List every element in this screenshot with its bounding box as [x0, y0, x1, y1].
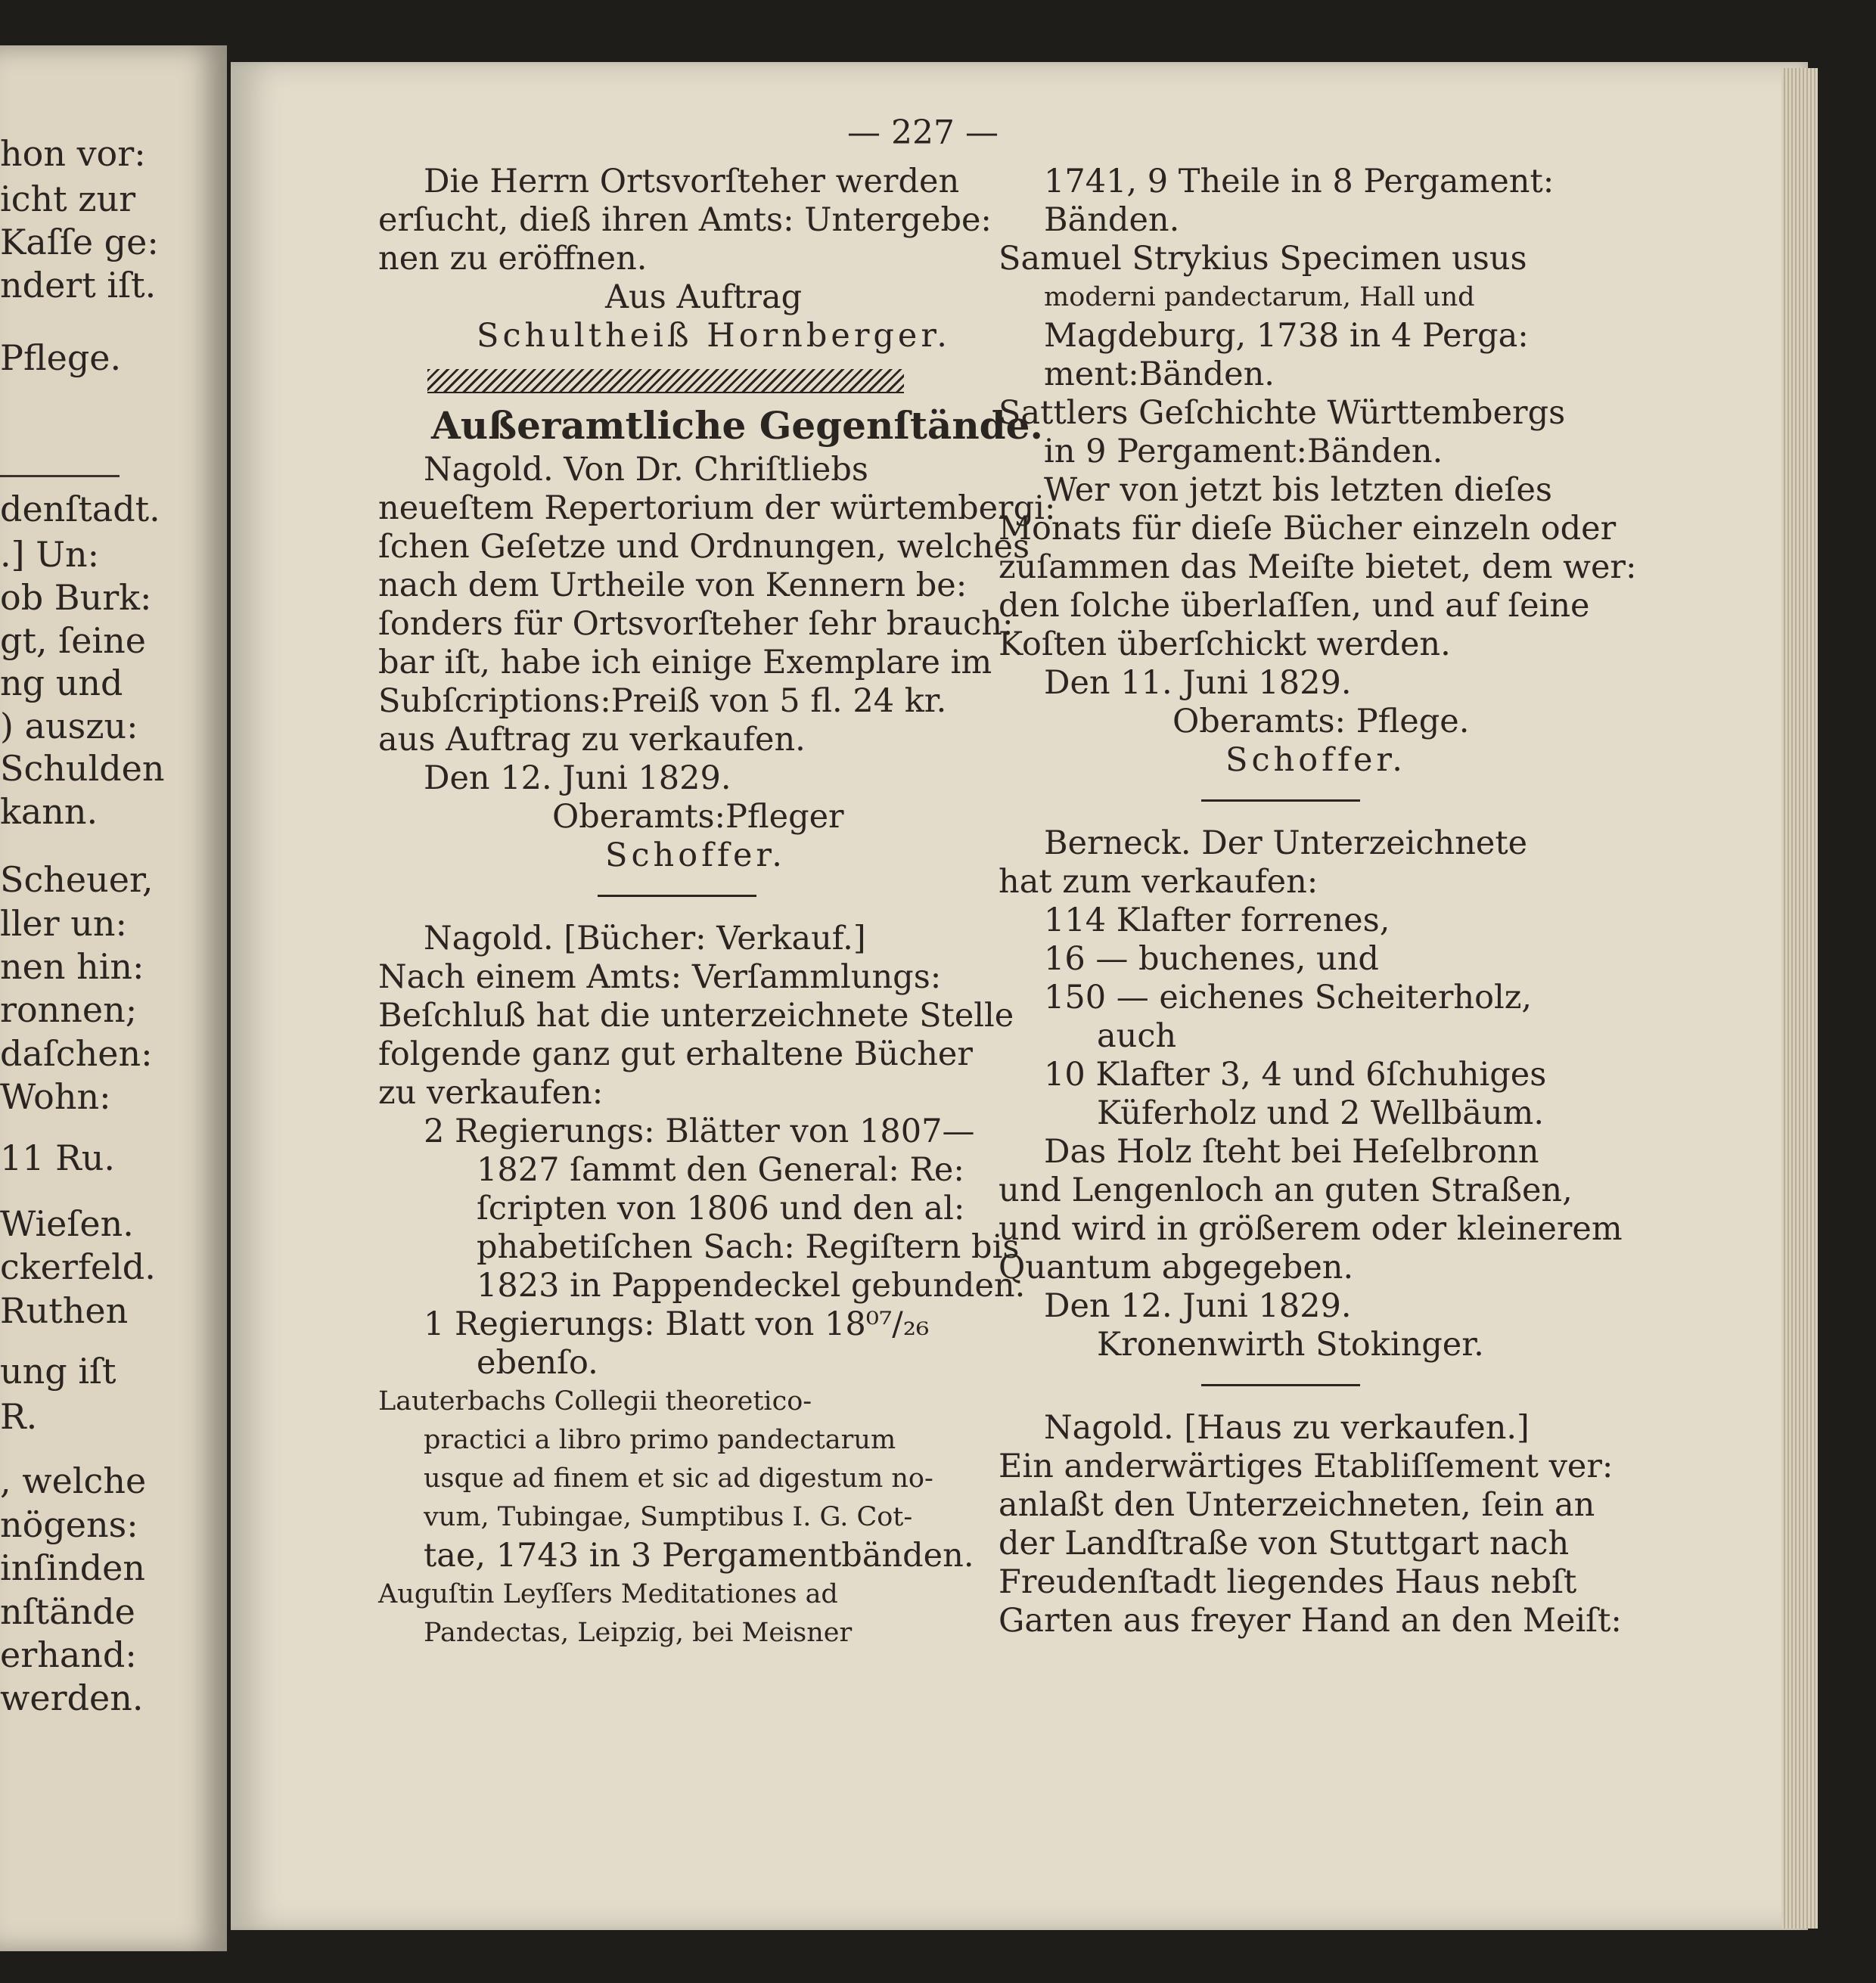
left-line: ndert iſt.: [0, 265, 157, 306]
ad-line: der Landſtraße von Stuttgart nach: [999, 1525, 1570, 1563]
left-line: R.: [0, 1396, 38, 1437]
ad-line: und Lengenloch an guten Straßen,: [999, 1171, 1573, 1209]
ad-date: Den 11. Juni 1829.: [1044, 664, 1352, 702]
book-entry: 1741, 9 Theile in 8 Pergament:: [1044, 163, 1555, 200]
left-column: [378, 163, 1056, 1652]
ad-line: den ſolche überlaſſen, und auf ſeine: [999, 587, 1590, 625]
ad-line: bar iſt, habe ich einige Exemplare im: [378, 644, 992, 681]
ad-line: ſonders für Ortsvorſteher ſehr brauch:: [378, 605, 1014, 643]
ad-line: Nagold. Von Dr. Chriſtliebs: [424, 451, 868, 489]
book-entry: moderni pandectarum, Hall und: [1044, 282, 1475, 312]
ad-line: nach dem Urtheile von Kennern be:: [378, 566, 968, 604]
left-line: Pflege.: [0, 337, 122, 378]
book-entry: vum, Tubingae, Sumptibus I. G. Cot-: [424, 1502, 913, 1532]
book-entry: in 9 Pergament:Bänden.: [1044, 433, 1443, 470]
left-line: ller un:: [0, 903, 128, 944]
list-item: Küferholz und 2 Wellbäum.: [1097, 1094, 1544, 1132]
left-line: ng und: [0, 663, 123, 703]
book-entry: ment:Bänden.: [1044, 355, 1275, 393]
ad-line: Nach einem Amts: Verſammlungs:: [378, 958, 942, 996]
ad-line: ſchen Geſetze und Ordnungen, welches: [378, 528, 1030, 566]
notice-line: erſucht, dieß ihren Amts: Untergebe:: [378, 201, 992, 239]
signature-line: Schoffer.: [605, 836, 786, 874]
left-line: nögens:: [0, 1504, 138, 1545]
separator-rule: [1201, 1384, 1360, 1386]
left-line: ob Burk:: [0, 577, 152, 618]
list-item: 114 Klafter forrenes,: [1044, 902, 1390, 939]
signature-line: Oberamts:Pfleger: [552, 798, 844, 836]
list-item: 16 — buchenes, und: [1044, 940, 1379, 978]
list-item: 2 Regierungs: Blätter von 1807—: [424, 1113, 975, 1150]
ad-line: Koſten überſchickt werden.: [999, 625, 1451, 663]
left-line: ckerfeld.: [0, 1246, 156, 1287]
left-line: werden.: [0, 1677, 144, 1718]
left-line: Kaſſe ge:: [0, 222, 159, 262]
list-item: 150 — eichenes Scheiterholz,: [1044, 979, 1533, 1016]
ad-line: anlaßt den Unterzeichneten, ſein an: [999, 1486, 1595, 1524]
list-item: 1827 ſammt den General: Re:: [477, 1151, 964, 1189]
ad-line: folgende ganz gut erhaltene Bücher: [378, 1035, 973, 1073]
ad-line: und wird in größerem oder kleinerem: [999, 1210, 1623, 1248]
ad-line: Das Holz ſteht bei Heſelbronn: [1044, 1133, 1539, 1171]
left-line: denſtadt.: [0, 489, 160, 529]
left-line: 11 Ru.: [0, 1137, 116, 1178]
wavy-divider: [427, 369, 904, 393]
ad-line: Subſcriptions:Preiß von 5 fl. 24 kr.: [378, 682, 947, 720]
left-line: Wieſen.: [0, 1203, 134, 1244]
right-column: [999, 163, 1637, 1640]
left-line: icht zur: [0, 178, 136, 219]
ad-date: Den 12. Juni 1829.: [424, 759, 731, 797]
left-rule: [0, 475, 120, 477]
ad-line: zu verkaufen:: [378, 1074, 604, 1112]
signature-line: Schoffer.: [1225, 741, 1406, 779]
left-line: Scheuer,: [0, 859, 154, 900]
left-line: erhand:: [0, 1634, 137, 1675]
book-entry: Bänden.: [1044, 201, 1180, 239]
left-line: Ruthen: [0, 1290, 129, 1331]
ad-line: Freudenſtadt liegendes Haus nebſt: [999, 1563, 1577, 1601]
notice-line: nen zu eröffnen.: [378, 240, 648, 278]
page-number: — 227 —: [847, 113, 999, 152]
ad-line: Ein anderwärtiges Etabliſſement ver:: [999, 1448, 1614, 1485]
left-page-fragment: [0, 45, 227, 1951]
left-line: gt, ſeine: [0, 620, 146, 661]
left-line: hon vor:: [0, 133, 146, 174]
ad-line: Nagold. [Haus zu verkaufen.]: [1044, 1409, 1530, 1447]
left-line: inſinden: [0, 1547, 145, 1588]
ad-line: zuſammen das Meiſte bietet, dem wer:: [999, 548, 1637, 586]
book-entry: Samuel Strykius Specimen usus: [999, 240, 1527, 278]
left-line: ung iſt: [0, 1351, 116, 1392]
left-line: ronnen;: [0, 989, 138, 1030]
ad-line: Wer von jetzt bis letzten dieſes: [1044, 471, 1552, 509]
ad-line: Monats für dieſe Bücher einzeln oder: [999, 510, 1617, 548]
list-item: phabetiſchen Sach: Regiſtern bis: [477, 1228, 1020, 1266]
left-line: .] Un:: [0, 534, 100, 575]
ad-line: Nagold. [Bücher: Verkauf.]: [424, 920, 866, 957]
notice-line: Die Herrn Ortsvorſteher werden: [424, 163, 960, 200]
book-entry: practici a libro primo pandectarum: [424, 1425, 896, 1455]
book-entry: tae, 1743 in 3 Pergamentbänden.: [424, 1537, 974, 1575]
book-entry: Sattlers Geſchichte Württembergs: [999, 394, 1566, 432]
signature-line: Oberamts: Pflege.: [1172, 703, 1470, 740]
signature-line: Kronenwirth Stokinger.: [1097, 1326, 1484, 1364]
left-line: Wohn:: [0, 1076, 111, 1117]
left-line: nſtände: [0, 1591, 135, 1632]
signature-line: Aus Auftrag: [605, 278, 803, 316]
ad-line: aus Auftrag zu verkaufen.: [378, 721, 806, 759]
list-item: ſcripten von 1806 und den al:: [477, 1190, 965, 1227]
ad-line: Garten aus freyer Hand an den Meiſt:: [999, 1602, 1622, 1640]
ad-date: Den 12. Juni 1829.: [1044, 1287, 1352, 1325]
list-item: auch: [1097, 1017, 1177, 1055]
book-entry: Magdeburg, 1738 in 4 Perga:: [1044, 317, 1529, 355]
left-line: , welche: [0, 1460, 147, 1501]
list-item: 1 Regierungs: Blatt von 18⁰⁷/₂₆: [424, 1305, 930, 1343]
signature-line: Schultheiß Hornberger.: [477, 317, 951, 355]
ad-line: hat zum verkaufen:: [999, 863, 1318, 901]
left-line: kann.: [0, 791, 98, 832]
separator-rule: [1201, 799, 1360, 802]
ad-line: neueſtem Repertorium der würtembergi:: [378, 489, 1056, 527]
ad-line: Quantum abgegeben.: [999, 1249, 1354, 1286]
left-line: nen hin:: [0, 946, 144, 987]
book-entry: Lauterbachs Collegii theoretico-: [378, 1386, 812, 1417]
book-entry: Pandectas, Leipzig, bei Meisner: [424, 1618, 853, 1648]
section-heading: Außeramtliche Gegenſtände.: [431, 403, 1043, 448]
ad-line: Berneck. Der Unterzeichnete: [1044, 824, 1528, 862]
separator-rule: [598, 895, 756, 897]
book-entry: Auguſtin Leyſſers Meditationes ad: [378, 1579, 838, 1609]
book-entry: usque ad finem et sic ad digestum no-: [424, 1463, 933, 1494]
left-line: Schulden: [0, 748, 165, 789]
page-edges: [1781, 68, 1818, 1929]
list-item: ebenſo.: [477, 1344, 598, 1382]
ad-line: Beſchluß hat die unterzeichnete Stelle: [378, 997, 1014, 1035]
left-line: ) auszu:: [0, 706, 138, 746]
list-item: 10 Klafter 3, 4 und 6ſchuhiges: [1044, 1056, 1547, 1094]
list-item: 1823 in Pappendeckel gebunden.: [477, 1267, 1026, 1305]
left-line: daſchen:: [0, 1033, 153, 1074]
